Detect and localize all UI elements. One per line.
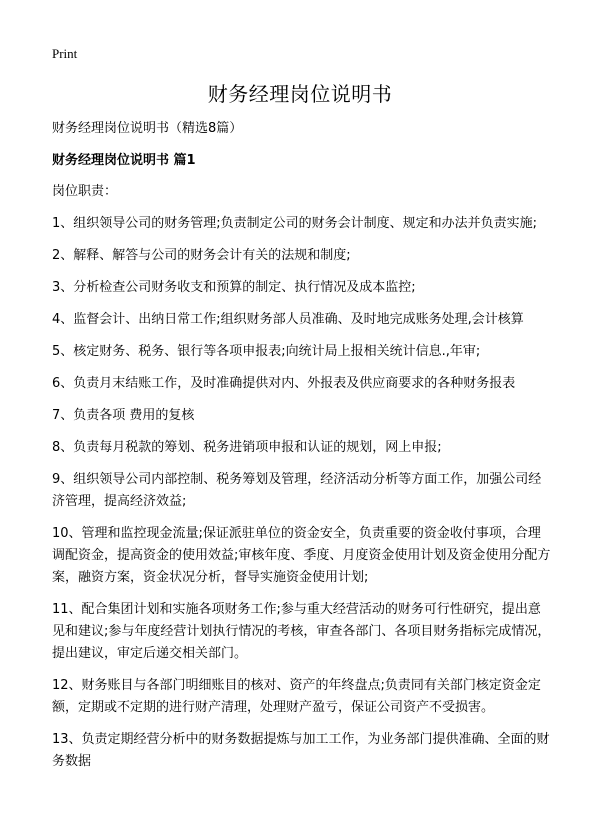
duties-label: 岗位职责： <box>52 184 118 199</box>
duty-item: 4、监督会计、出纳日常工作;组织财务部人员准确、及时地完成账务处理,会计核算 <box>52 312 524 327</box>
document-subtitle: 财务经理岗位说明书（精选8篇） <box>52 121 243 136</box>
duty-item: 13、负责定期经营分析中的财务数据提炼与加工工作，为业务部门提供准确、全面的财务数据 <box>52 732 550 769</box>
duty-item: 9、组织领导公司内部控制、税务筹划及管理，经济活动分析等方面工作，加强公司经济管理，提高经济效益; <box>52 472 542 509</box>
duty-item: 5、核定财务、税务、银行等各项申报表;向统计局上报相关统计信息.,年审; <box>52 344 481 359</box>
print-link[interactable]: Print <box>52 46 78 61</box>
section-heading: 财务经理岗位说明书 篇1 <box>52 153 196 168</box>
duty-item: 12、财务账目与各部门明细账目的核对、资产的年终盘点;负责同有关部门核定资金定额，定期或不定期的进行财产清理，处理财产盈亏，保证公司资产不受损害。 <box>52 678 541 715</box>
document-body <box>52 118 552 783</box>
duty-item: 8、负责每月税款的筹划、税务进销项申报和认证的规划，网上申报; <box>52 440 442 455</box>
duty-item: 2、解释、解答与公司的财务会计有关的法规和制度; <box>52 248 351 263</box>
duty-item: 1、组织领导公司的财务管理;负责制定公司的财务会计制度、规定和办法并负责实施; <box>52 216 538 231</box>
duty-item: 6、负责月末结账工作，及时准确提供对内、外报表及供应商要求的各种财务报表 <box>52 376 516 391</box>
page-title: 财务经理岗位说明书 <box>207 82 393 106</box>
duty-item: 11、配合集团计划和实施各项财务工作;参与重大经营活动的财务可行性研究，提出意见和建议;参与年度经营计划执行情况的考核，审查各部门、各项目财务指标完成情况，提出建议，审定后递交相关部门。 <box>52 602 551 661</box>
duty-item: 7、负责各项 费用的复核 <box>52 408 195 423</box>
duties-list <box>52 213 552 773</box>
duty-item: 3、分析检查公司财务收支和预算的制定、执行情况及成本监控; <box>52 280 416 295</box>
duty-item: 10、管理和监控现金流量;保证派驻单位的资金安全，负责重要的资金收付事项，合理调配资金，提高资金的使用效益;审核年度、季度、月度资金使用计划及资金使用分配方案，融资方案，资金状况分析，督导实施资金使用计划; <box>52 526 551 585</box>
